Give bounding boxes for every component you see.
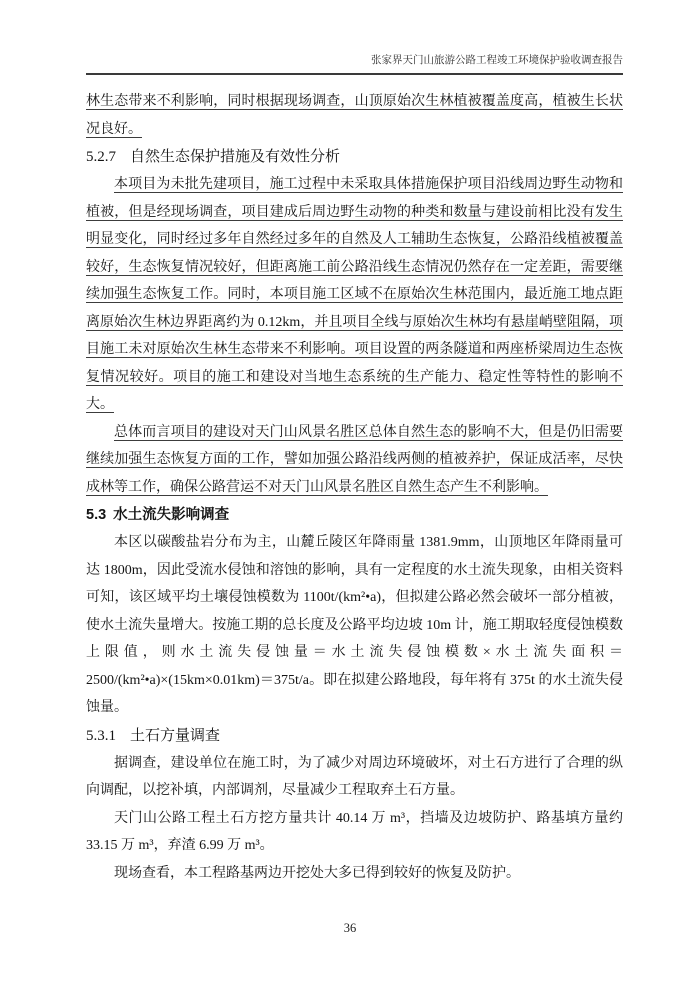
page-body xyxy=(86,88,623,887)
page-number: 36 xyxy=(343,921,357,935)
running-head-title: 张家界天门山旅游公路工程竣工环境保护验收调查报告 xyxy=(371,55,623,66)
section-number: 5.3 xyxy=(86,507,107,523)
section-heading-5-3 xyxy=(86,501,623,529)
section-title: 自然生态保护措施及有效性分析 xyxy=(130,149,341,165)
paragraph-earthwork-allocation: 据调查，建设单位在施工时，为了减少对周边环境破坏，对土石方进行了合理的纵向调配，以挖补填，内部调剂，尽量减少工程取弃土石方量。 xyxy=(86,755,623,798)
paragraph-forest-ecology-carryover: 林生态带来不利影响，同时根据现场调查，山顶原始次生林植被覆盖度高，植被生长状况良好。 xyxy=(86,94,623,137)
section-title: 土石方量调查 xyxy=(130,727,221,744)
paragraph-overall-eco-conclusion: 总体而言项目的建设对天门山风景名胜区总体自然生态的影响不大，但是仍旧需要继续加强生态恢复方面的工作，譬如加强公路沿线两侧的植被养护，保证成活率，尽快成林等工作，确保公路营运不对天门山风景名胜区自然生态产生不利影响。 xyxy=(86,424,623,495)
section-number: 5.2.7 xyxy=(86,149,116,165)
paragraph-site-inspection: 现场查看，本工程路基两边开挖处大多已得到较好的恢复及防护。 xyxy=(114,865,520,881)
paragraph-eco-protection-analysis: 本项目为未批先建项目，施工过程中未采取具体措施保护项目沿线周边野生动物和植被，但是经现场调查，项目建成后周边野生动物的种类和数量与建设前相比没有发生明显变化，同时经过多年自然经过多年的自然及人工辅助生态恢复，公路沿线植被覆盖较好，生态恢复情况较好，但距离施工前公路沿线生态情况仍然存在一定差距，需要继续加强生态恢复工作。同时，本项目施工区域不在原始次生林范围内，最近施工地点距离原始次生林边界距离约为 0.12km，并且项目全线与原始次生林均有悬崖峭壁阻隔，项目施工未对原始次生林生态带来不利影响。项目设置的两条隧道和两座桥梁周边生态恢复情况较好。项目的施工和建设对当地生态系统的生产能力、稳定性等特性的影响不大。 xyxy=(86,177,623,412)
page-footer xyxy=(0,921,700,936)
paragraph-soil-erosion-overview: 本区以碳酸盐岩分布为主，山麓丘陵区年降雨量 1381.9mm，山顶地区年降雨量可达 1800m，因此受流水侵蚀和溶蚀的影响，具有一定程度的水土流失现象，由相关资料可知，该区域平均土壤侵蚀模数为 1100t/(km²•a)，但拟建公路必然会破坏一部分植被，使水土流失量增大。按施工期的总长度及公路平均边坡 10m 计，施工期取轻度侵蚀模数上限值，则水土流失侵蚀量＝水土流失侵蚀模数×水土流失面积＝2500/(km²•a)×(15km×0.01km)＝375t/a。即在拟建公路地段，每年将有 375t 的水土流失侵蚀量。 xyxy=(86,535,623,715)
section-heading-5-3-1 xyxy=(86,722,623,750)
page-header xyxy=(86,52,623,75)
paragraph-earthwork-volumes: 天门山公路工程土石方挖方量共计 40.14 万 m³，挡墙及边坡防护、路基填方量约 33.15 万 m³，弃渣 6.99 万 m³。 xyxy=(86,810,623,853)
section-heading-5-2-7 xyxy=(86,143,623,171)
section-number: 5.3.1 xyxy=(86,727,116,744)
section-title: 水土流失影响调查 xyxy=(113,507,230,523)
